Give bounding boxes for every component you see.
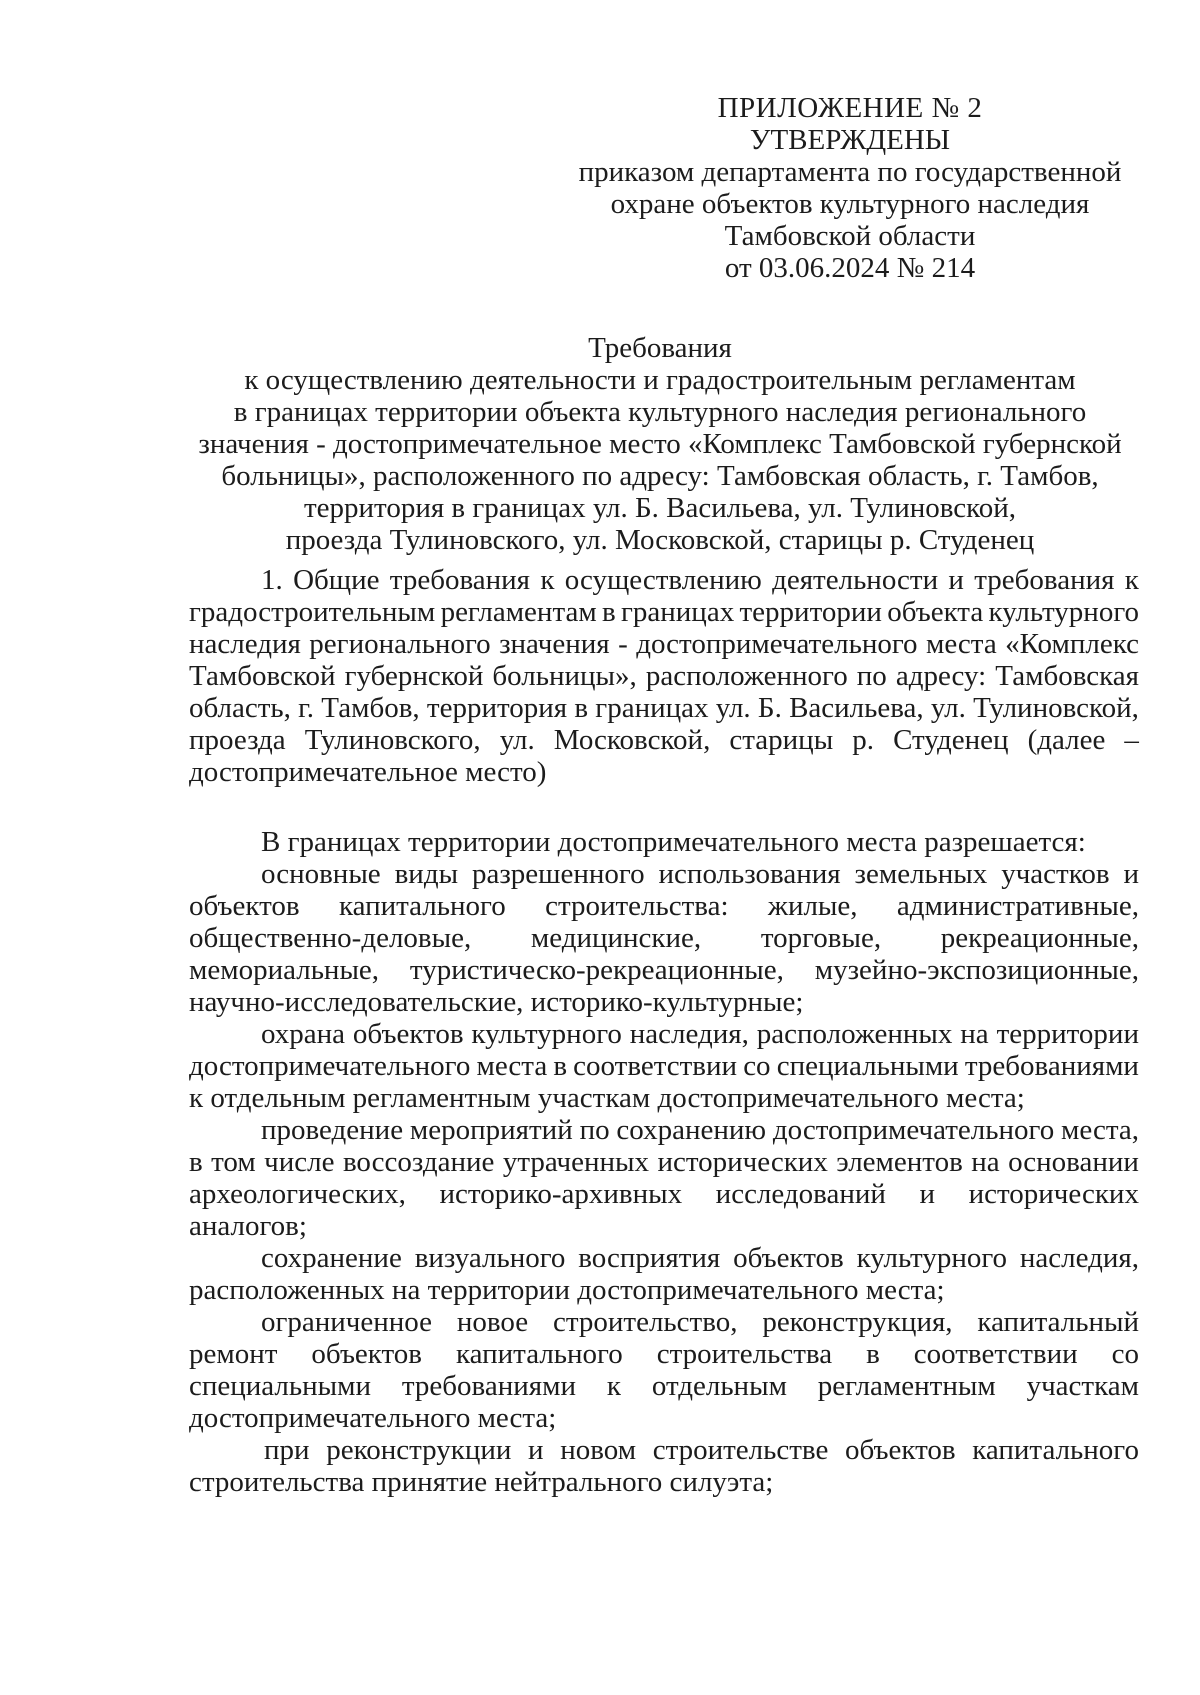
title-line: Требования <box>588 332 732 364</box>
appendix-number: ПРИЛОЖЕНИЕ № 2 <box>717 92 983 124</box>
list-item <box>189 1114 1139 1242</box>
body-line: градостроительным регламентам в границах территории объекта культурного <box>189 596 1139 628</box>
body-line: к отдельным регламентным участкам достопримечательного места; <box>189 1082 1025 1114</box>
body-line: строительства принятие нейтрального силуэта; <box>189 1466 774 1498</box>
title-line: значения - достопримечательное место «Комплекс Тамбовской губернской <box>198 428 1122 460</box>
approval-order-line: приказом департамента по государственной <box>578 156 1122 188</box>
approval-order-line: Тамбовской области <box>724 220 976 252</box>
allowed-heading <box>189 826 1139 858</box>
title-line: к осуществлению деятельности и градостроительным регламентам <box>244 364 1076 396</box>
document-title <box>160 332 1160 556</box>
list-item <box>189 1242 1139 1306</box>
body-line: специальными требованиями к отдельным регламентным участкам <box>189 1370 1139 1402</box>
title-line: больницы», расположенного по адресу: Тамбовская область, г. Тамбов, <box>221 460 1099 492</box>
approval-stamp <box>560 92 1140 284</box>
body-line: проезда Тулиновского, ул. Московской, старицы р. Студенец (далее – <box>189 724 1139 756</box>
approval-order-line: охране объектов культурного наследия <box>610 188 1090 220</box>
list-item <box>189 1306 1139 1434</box>
allowed-items-list <box>189 858 1139 1498</box>
body-line: объектов капитального строительства: жилые, административные, <box>189 890 1139 922</box>
title-line: проезда Тулиновского, ул. Московской, старицы р. Студенец <box>285 524 1035 556</box>
body-line: наследия регионального значения - достопримечательного места «Комплекс <box>189 628 1139 660</box>
approval-order-date: от 03.06.2024 № 214 <box>724 252 976 284</box>
title-line: в границах территории объекта культурного наследия регионального <box>233 396 1087 428</box>
title-line: территория в границах ул. Б. Васильева, ул. Тулиновской, <box>303 492 1017 524</box>
body-line: проведение мероприятий по сохранению достопримечательного места, <box>261 1114 1139 1146</box>
body-line: археологических, историко-архивных исследований и исторических <box>189 1178 1139 1210</box>
body-line: достопримечательное место) <box>189 756 547 788</box>
list-item <box>189 858 1139 1018</box>
body-line: научно-исследовательские, историко-культурные; <box>189 986 804 1018</box>
body-line: общественно-деловые, медицинские, торговые, рекреационные, <box>189 922 1139 954</box>
body-line: расположенных на территории достопримечательного места; <box>189 1274 945 1306</box>
body-line: достопримечательного места в соответствии со специальными требованиями <box>189 1050 1139 1082</box>
body-line: в том числе воссоздание утраченных исторических элементов на основании <box>189 1146 1139 1178</box>
body-line: ограниченное новое строительство, реконструкция, капитальный <box>261 1306 1139 1338</box>
body-line: основные виды разрешенного использования земельных участков и <box>261 858 1139 890</box>
body-line: достопримечательного места; <box>189 1402 557 1434</box>
body-line: мемориальные, туристическо-рекреационные, музейно-экспозиционные, <box>189 954 1139 986</box>
section-1-paragraph <box>189 564 1139 788</box>
body-line: сохранение визуального восприятия объектов культурного наследия, <box>261 1242 1139 1274</box>
body-line: охрана объектов культурного наследия, расположенных на территории <box>261 1018 1139 1050</box>
body-line: 1. Общие требования к осуществлению деятельности и требования к <box>261 564 1139 596</box>
body-line: ремонт объектов капитального строительства в соответствии со <box>189 1338 1139 1370</box>
body-line: при реконструкции и новом строительстве объектов капитального <box>264 1434 1139 1466</box>
list-item <box>189 1018 1139 1114</box>
body-line: аналогов; <box>189 1210 307 1242</box>
body-line: Тамбовской губернской больницы», расположенного по адресу: Тамбовская <box>189 660 1139 692</box>
approved-label: УТВЕРЖДЕНЫ <box>749 124 951 156</box>
allowed-heading-text: В границах территории достопримечательного места разрешается: <box>261 826 1086 858</box>
list-item <box>189 1434 1139 1498</box>
body-line: область, г. Тамбов, территория в границах ул. Б. Васильева, ул. Тулиновской, <box>189 692 1139 724</box>
